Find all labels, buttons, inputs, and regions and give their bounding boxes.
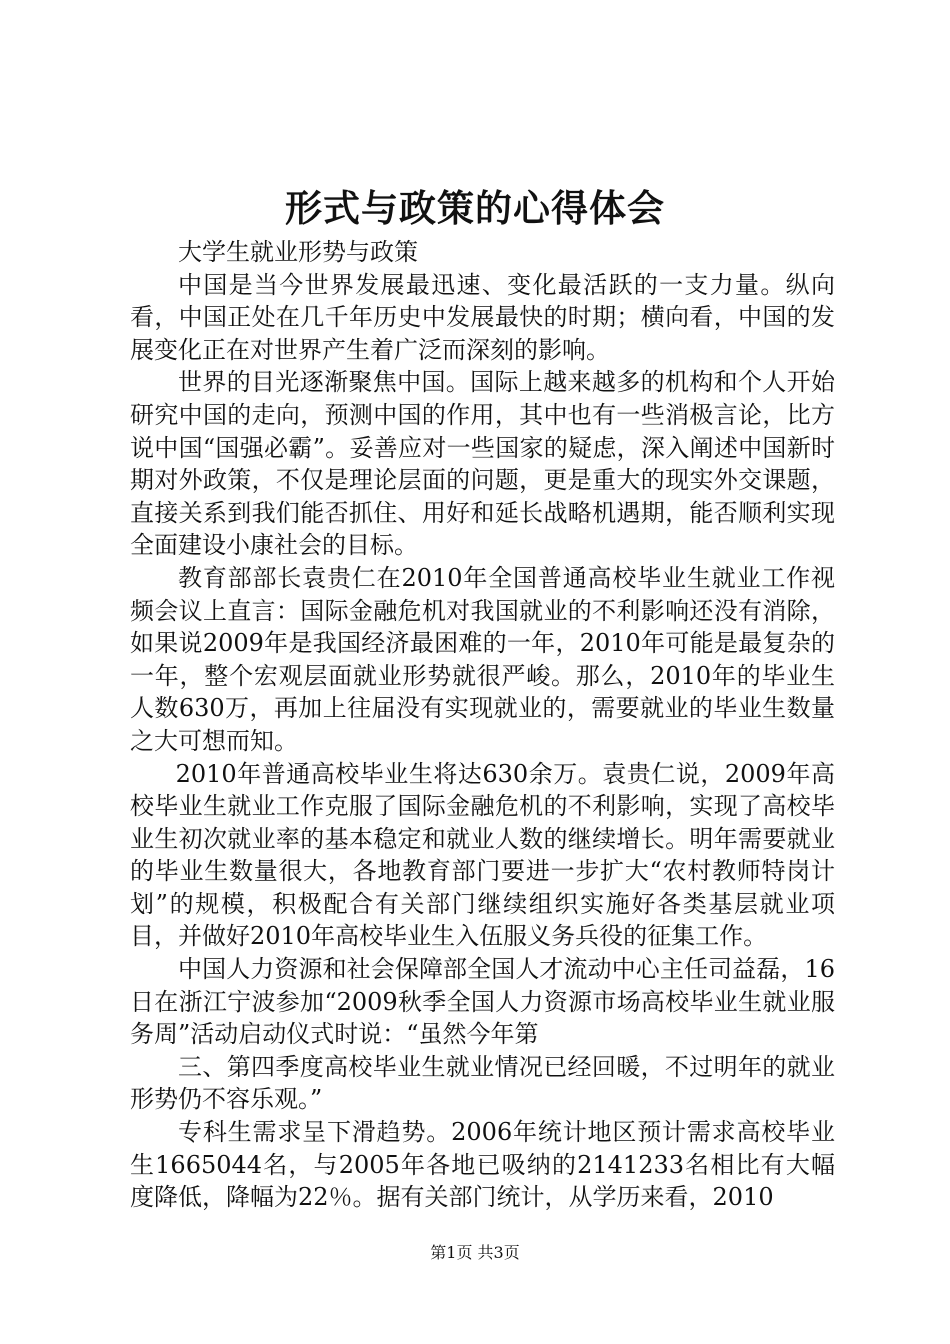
document-body [130,236,835,1214]
body-paragraph: 世界的目光逐渐聚焦中国。国际上越来越多的机构和个人开始研究中国的走向，预测中国的作用，其中也有一些消极言论，比方说中国“国强必霸”。妥善应对一些国家的疑虑，深入阐述中国新时期对外政策，不仅是理论层面的问题，更是重大的现实外交课题，直接关系到我们能否抓住、用好和延长战略机遇期，能否顺利实现全面建设小康社会的目标。 [130,368,835,560]
document-title: 形式与政策的心得体会 [285,186,665,230]
body-paragraph: 三、第四季度高校毕业生就业情况已经回暖，不过明年的就业形势仍不容乐观。” [130,1052,835,1114]
body-paragraph: 2010年普通高校毕业生将达630余万。袁贵仁说，2009年高校毕业生就业工作克服了国际金融危机的不利影响，实现了高校毕业生初次就业率的基本稳定和就业人数的继续增长。明年需要就业的毕业生数量很大，各地教育部门要进一步扩大“农村教师特岗计划”的规模，积极配合有关部门继续组织实施好各类基层就业项目，并做好2010年高校毕业生入伍服义务兵役的征集工作。 [130,759,835,951]
page-footer: 第1页 共3页 [430,1243,520,1262]
body-paragraph: 中国是当今世界发展最迅速、变化最活跃的一支力量。纵向看，中国正处在几千年历史中发展最快的时期；横向看，中国的发展变化正在对世界产生着广泛而深刻的影响。 [130,270,835,364]
subtitle-paragraph: 大学生就业形势与政策 [178,238,418,266]
body-paragraph: 教育部部长袁贵仁在2010年全国普通高校毕业生就业工作视频会议上直言：国际金融危机对我国就业的不利影响还没有消除，如果说2009年是我国经济最困难的一年，2010年可能是最复杂的一年，整个宏观层面就业形势就很严峻。那么，2010年的毕业生人数630万，再加上往届没有实现就业的，需要就业的毕业生数量之大可想而知。 [130,563,835,755]
body-paragraph: 中国人力资源和社会保障部全国人才流动中心主任司益磊，16日在浙江宁波参加“2009秋季全国人力资源市场高校毕业生就业服务周”活动启动仪式时说：“虽然今年第 [130,955,835,1049]
body-paragraph: 专科生需求呈下滑趋势。2006年统计地区预计需求高校毕业生1665044名，与2005年各地已吸纳的2141233名相比有大幅度降低，降幅为22％。据有关部门统计，从学历来看，2010 [130,1118,835,1212]
